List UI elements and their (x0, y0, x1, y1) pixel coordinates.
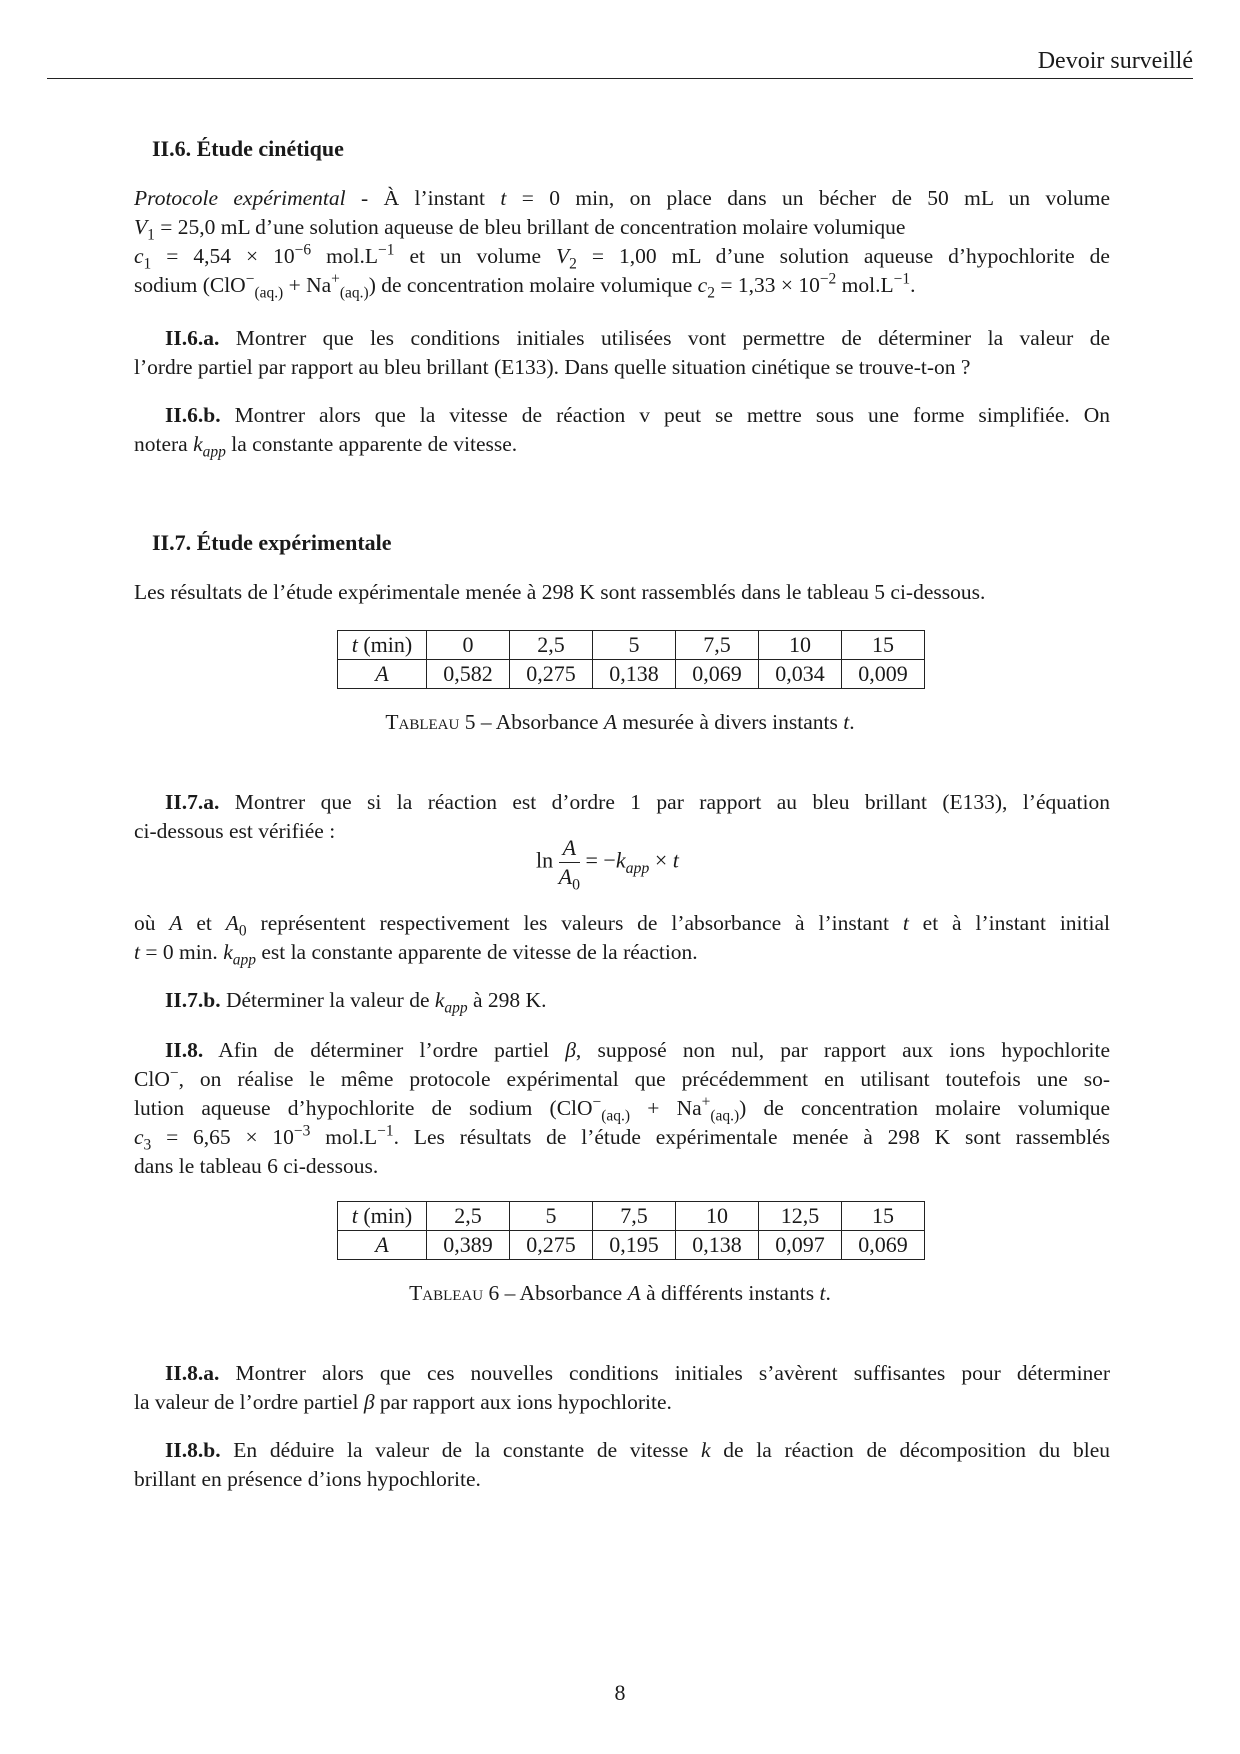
table-cell: 0 (427, 631, 510, 660)
table-cell: 2,5 (427, 1202, 510, 1231)
table-cell: 7,5 (593, 1202, 676, 1231)
table-5-caption: Tableau 5 – Absorbance A mesurée à divers instants t. (385, 710, 855, 734)
table-5 (337, 630, 925, 689)
table-cell: 10 (759, 631, 842, 660)
table-cell: 0,582 (427, 660, 510, 689)
table-6 (337, 1201, 925, 1260)
question-text: Montrer que si la réaction est d’ordre 1 par rapport au bleu brillant (E133), l’équation (234, 790, 1110, 814)
table-cell: 0,275 (510, 660, 593, 689)
question-text: l’ordre partiel par rapport au bleu brillant (E133). Dans quelle situation cinétique se trouve-t-on ? (134, 355, 971, 379)
intro-paragraph: Les résultats de l’étude expérimentale menée à 298 K sont rassemblés dans le tableau 5 ci-dessous. (134, 580, 986, 604)
table-cell: 0,275 (510, 1231, 593, 1260)
question-label: II.8. (165, 1038, 204, 1062)
table-cell: 10 (676, 1202, 759, 1231)
table-row (338, 1202, 925, 1231)
running-header (47, 44, 1193, 79)
table-row (338, 660, 925, 689)
equation-ln-ratio: ln $\frac{A}{A_0}$ = $-k_{app} \times t$ (536, 835, 679, 894)
protocol-paragraph: Protocole expérimental - À l’instant t = 0 min, on place dans un bécher de 50 mL un volume $V_1 = 25,0$ mL d’une solution aqueuse de bleu brillant de concentration molaire volumique $c_1 = 4,54 \times 10^{-6}$ $mol.L^{-1}$ et un volume $V_2 = 1,00$ mL d’une solution aqueuse d’hypochlorite de sodium $(ClO^-_{(aq.)} + Na^+_{(aq.)})$ de concentration molaire volumique $c_2 = 1,33 \times 10^{-2}$ $mol.L^{-1}$. (134, 186, 1110, 302)
question-label: II.6.a. (165, 326, 220, 350)
table-cell: 0,069 (676, 660, 759, 689)
question-2-6-b: II.6.b. Montrer alors que la vitesse de réaction v peut se mettre sous une forme simplifiée. On notera $k_{app}$ la constante apparente de vitesse. (134, 403, 1110, 461)
table-cell: 15 (842, 631, 925, 660)
section-heading-2-7: II.7. Étude expérimentale (152, 530, 392, 555)
table-cell: 0,138 (593, 660, 676, 689)
section-heading-2-6: II.6. Étude cinétique (152, 136, 344, 161)
page-number: 8 (614, 1680, 626, 1705)
table-row (338, 631, 925, 660)
question-2-8-a: II.8.a. Montrer alors que ces nouvelles conditions initiales s’avèrent suffisantes pour déterminer la valeur de l’ordre partiel β par rapport aux ions hypochlorite. (134, 1361, 1111, 1414)
question-2-8: II.8. Afin de déterminer l’ordre partiel β, supposé non nul, par rapport aux ions hypochlorite ClO−, on réalise le même protocole expérimental que précédemment en utilisant toutefois une so- lution aqueuse d’hypochlorite de sodium $(ClO^-_{(aq.)} + Na^+_{(aq.)})$ de concentration molaire volumique $c_3 = 6,65 \times 10^{-3}$ $mol.L^{-1}$. Les résultats de l’étude expérimentale menée à 298 K sont rassemblés dans le tableau 6 ci-dessous. (134, 1038, 1110, 1178)
table-cell: 0,195 (593, 1231, 676, 1260)
question-text: Montrer que les conditions initiales utilisées vont permettre de déterminer la valeur de (235, 326, 1110, 350)
question-2-8-b: II.8.b. En déduire la valeur de la constante de vitesse k de la réaction de décomposition du bleu brillant en présence d’ions hypochlorite. (134, 1436, 1110, 1494)
table-6-caption: Tableau 6 – Absorbance A à différents instants t. (409, 1281, 831, 1305)
table-cell: 5 (510, 1202, 593, 1231)
equation-explanation: où A et $A_0$ représentent respectivement les valeurs de l’absorbance à l’instant t et à l’instant initial t = 0 min. $k_{app}$ est la constante apparente de vitesse de la réaction. (134, 911, 1110, 969)
header-title: Devoir surveillé (1037, 48, 1193, 74)
table-cell: A (338, 660, 427, 689)
table-cell: 7,5 (676, 631, 759, 660)
question-2-6-a (134, 324, 1110, 382)
table-cell: A (338, 1231, 427, 1260)
question-label: II.7.a. (165, 790, 220, 814)
table-cell: 12,5 (759, 1202, 842, 1231)
table-cell: 2,5 (510, 631, 593, 660)
question-label: II.6.b. (165, 403, 221, 427)
table-cell: t (min) (338, 631, 427, 660)
question-2-7-b: II.7.b. Déterminer la valeur de $k_{app}$ à 298 K. (165, 988, 547, 1017)
table-cell: 0,034 (759, 660, 842, 689)
table-cell: 0,138 (676, 1231, 759, 1260)
table-cell: 0,009 (842, 660, 925, 689)
table-cell: 0,097 (759, 1231, 842, 1260)
table-cell: 0,389 (427, 1231, 510, 1260)
question-label: II.8.b. (165, 1438, 221, 1462)
protocol-label: Protocole expérimental (134, 186, 346, 210)
question-text: Montrer alors que ces nouvelles conditions initiales s’avèrent suffisantes pour déterminer (235, 1361, 1111, 1385)
question-text: Montrer alors que la vitesse de réaction v peut se mettre sous une forme simplifiée. On (234, 403, 1110, 427)
table-row (338, 1231, 925, 1260)
question-label: II.8.a. (165, 1361, 220, 1385)
question-text: ci-dessous est vérifiée : (134, 819, 336, 843)
table-cell: 5 (593, 631, 676, 660)
question-label: II.7.b. (165, 988, 221, 1012)
table-cell: t (min) (338, 1202, 427, 1231)
table-cell: 15 (842, 1202, 925, 1231)
table-cell: 0,069 (842, 1231, 925, 1260)
question-text: brillant en présence d’ions hypochlorite. (134, 1467, 481, 1491)
